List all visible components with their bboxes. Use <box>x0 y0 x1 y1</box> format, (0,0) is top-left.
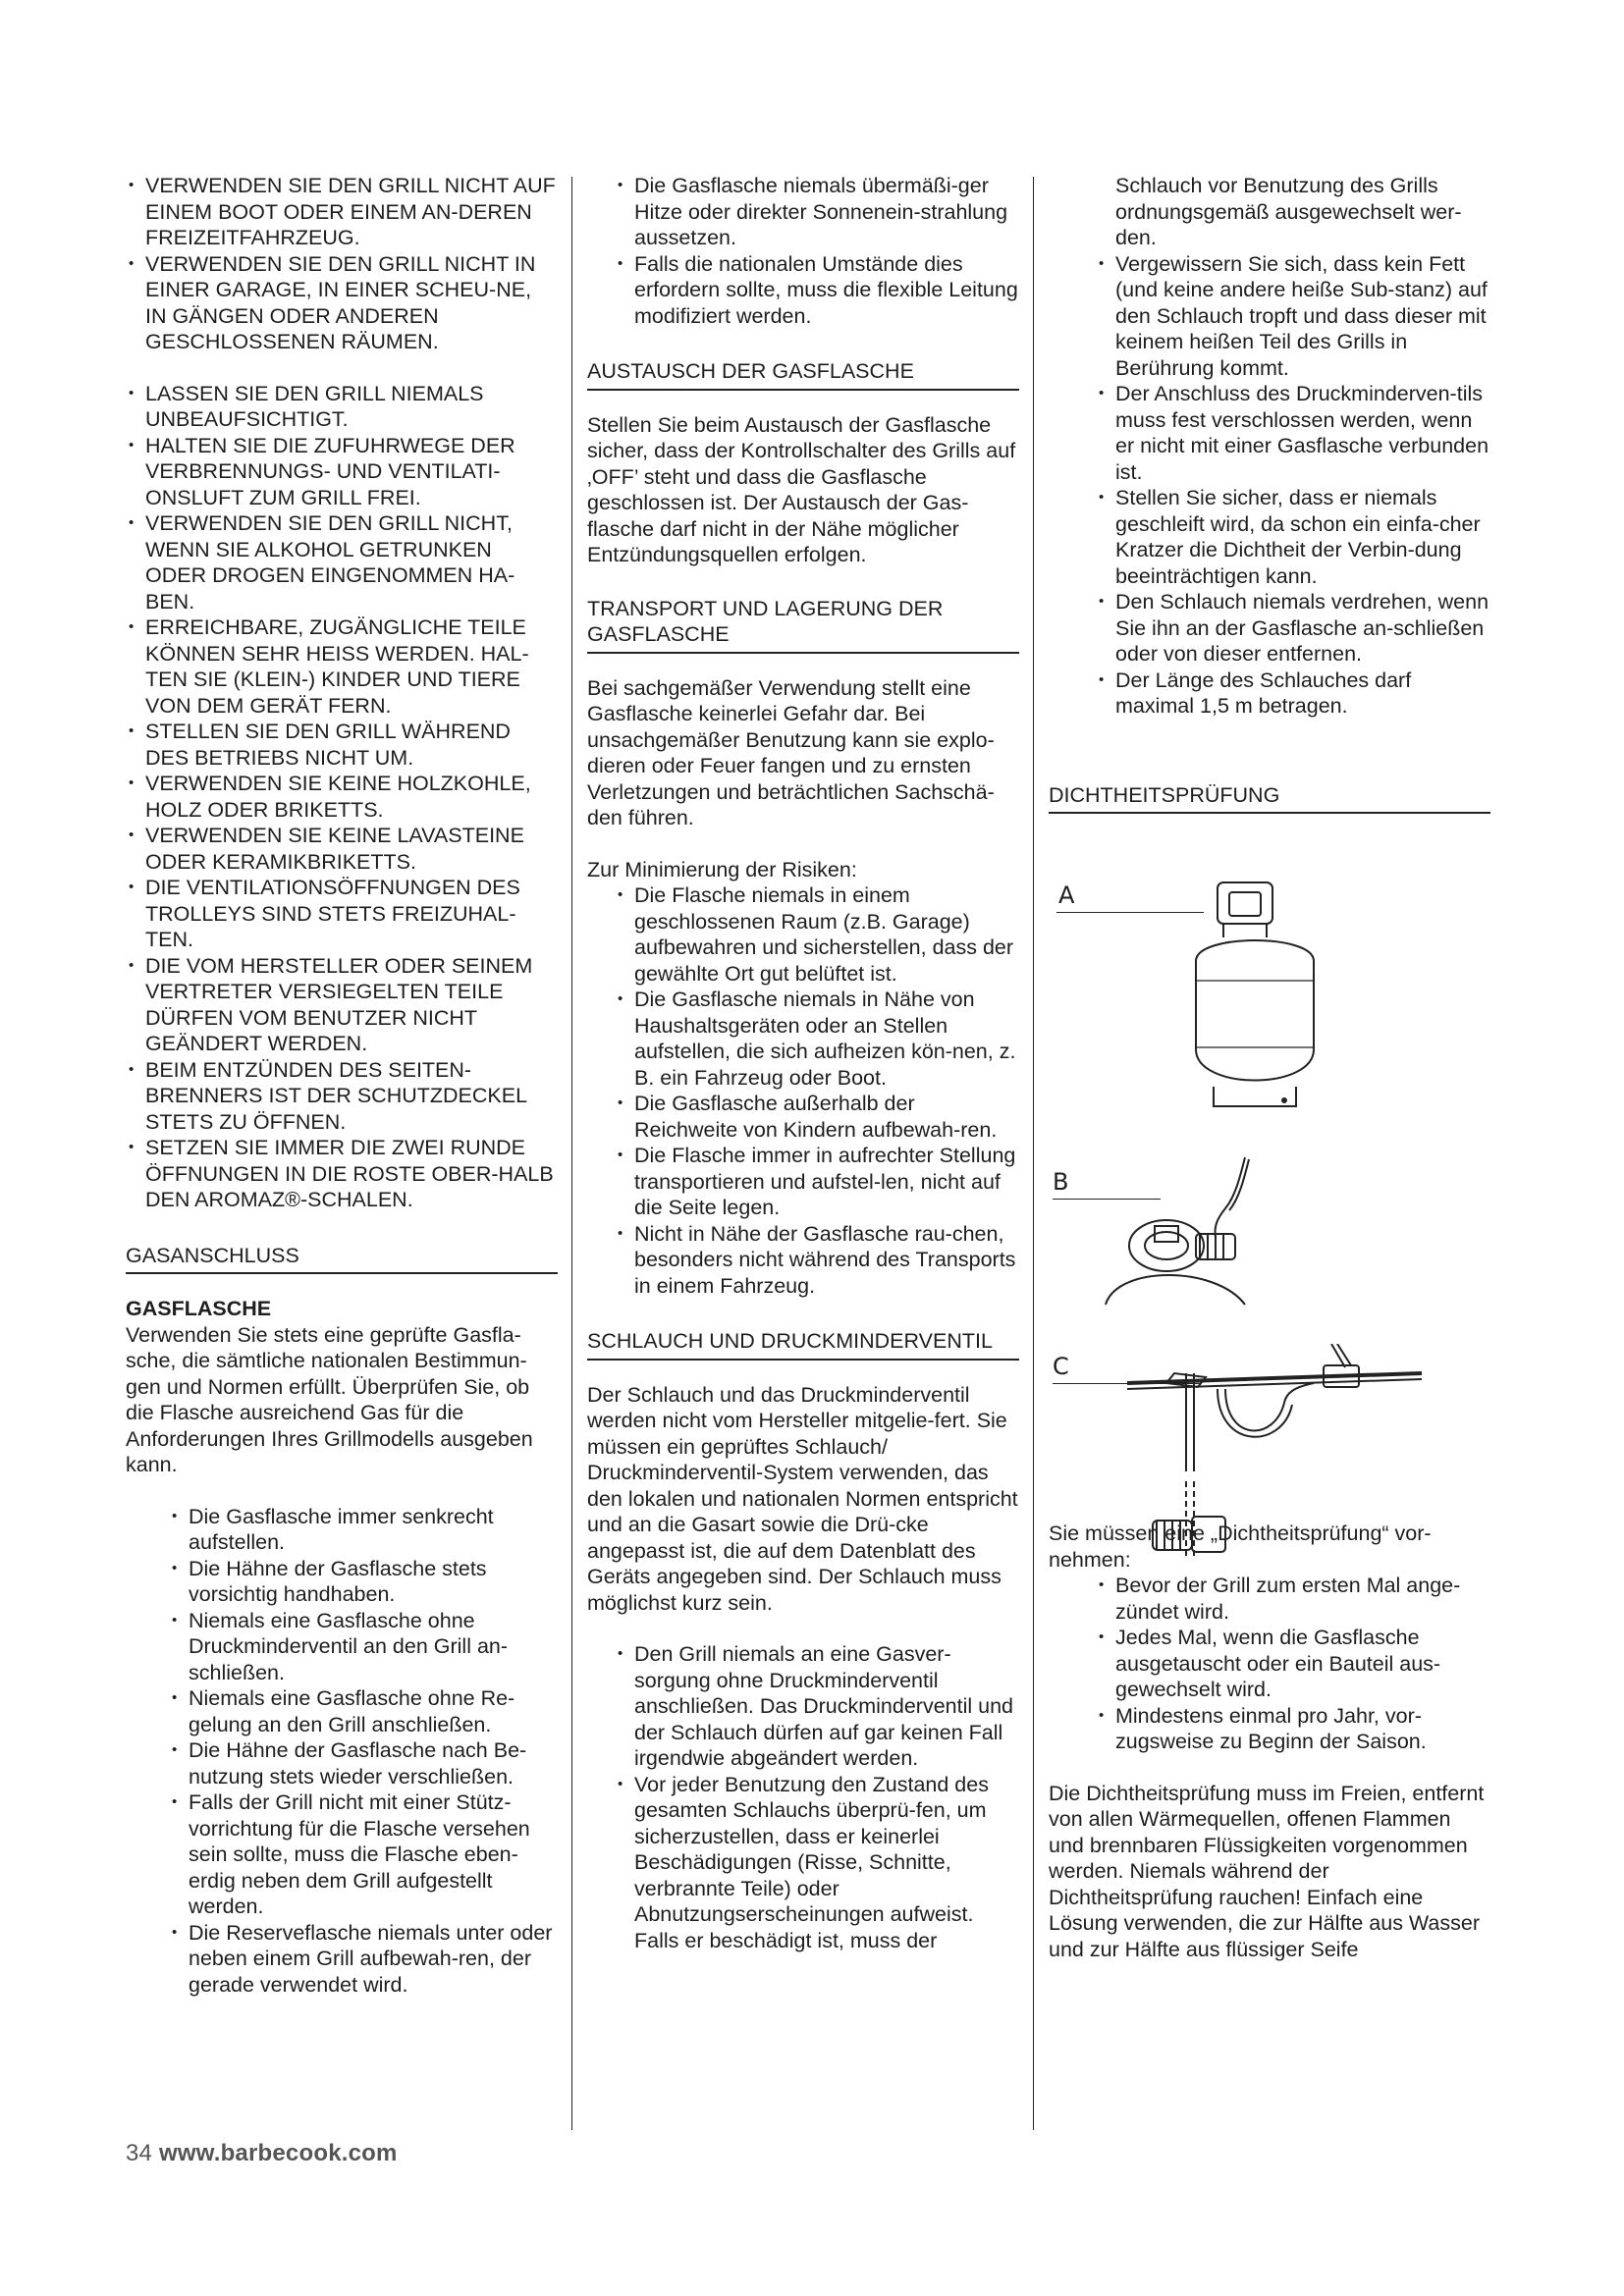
section-heading-bottle-exchange: AUSTAUSCH DER GASFLASCHE <box>587 358 1019 391</box>
list-item: • Den Schlauch niemals verdrehen, wenn Sie ihn an der Gasflasche an-schließen oder von dieser entfernen. <box>1096 589 1490 667</box>
hose-rules-list <box>615 1641 1019 1953</box>
page-number: 34 <box>126 2140 153 2166</box>
column-3 <box>1049 173 1490 1962</box>
subheading-gas-bottle: GASFLASCHE <box>126 1297 272 1320</box>
figure-label-b: B <box>1053 1168 1069 1196</box>
gas-bottle-rules-list <box>615 173 1019 329</box>
list-item: • Die Flasche immer in aufrechter Stellung transportieren und aufstel-len, nicht auf die Seite legen. <box>615 1143 1019 1221</box>
gas-bottle-illustration <box>1176 873 1333 1138</box>
list-item: • DIE VENTILATIONSÖFFNUNGEN DES TROLLEYS SIND STETS FREIZUHAL-TEN. <box>126 875 558 953</box>
list-item: • Falls der Grill nicht mit einer Stütz-vorrichtung für die Flasche versehen sein sollte, muss die Flasche eben-erdig neben dem Grill aufgestellt werden. <box>169 1789 558 1920</box>
list-item: • Vergewissern Sie sich, dass kein Fett (und keine andere heiße Sub-stanz) auf den Schlauch tropft und dass dieser mit keinem heißen Teil des Grills in Berührung kommt. <box>1096 251 1490 382</box>
figure-label-c: C <box>1053 1353 1069 1380</box>
list-item: • Nicht in Nähe der Gasflasche rau-chen, besonders nicht während des Transports in einem Fahrzeug. <box>615 1221 1019 1300</box>
page-footer <box>126 2140 398 2167</box>
list-item: • Die Reserveflasche niemals unter oder neben einem Grill aufbewah-ren, der gerade verwendet wird. <box>169 1920 558 1999</box>
list-item: • Niemals eine Gasflasche ohne Re-gelung an den Grill anschließen. <box>169 1685 558 1737</box>
list-item: • Die Flasche niemals in einem geschlossenen Raum (z.B. Garage) aufbewahren und sicherstellen, dass der gewählte Ort gut belüftet ist. <box>615 882 1019 987</box>
list-item: • Die Hähne der Gasflasche stets vorsichtig handhaben. <box>169 1556 558 1608</box>
column-divider <box>571 177 572 2130</box>
list-item: • Die Hähne der Gasflasche nach Be-nutzung stets wieder verschließen. <box>169 1737 558 1789</box>
figure-label-a: A <box>1058 881 1075 909</box>
leak-test-figure <box>1049 814 1490 1521</box>
list-item: • Die Gasflasche immer senkrecht aufstellen. <box>169 1504 558 1556</box>
safety-warnings-list <box>126 173 558 355</box>
hose-regulator-illustration <box>1127 1344 1451 1570</box>
list-item: • BEIM ENTZÜNDEN DES SEITEN-BRENNERS IST DER SCHUTZDECKEL STETS ZU ÖFFNEN. <box>126 1057 558 1136</box>
list-item: • HALTEN SIE DIE ZUFUHRWEGE DER VERBRENNUNGS- UND VENTILATI-ONSLUFT ZUM GRILL FREI. <box>126 433 558 511</box>
list-item: • VERWENDEN SIE DEN GRILL NICHT, WENN SIE ALKOHOL GETRUNKEN ODER DROGEN EINGENOMMEN HA-BEN. <box>126 510 558 614</box>
list-item: • Der Länge des Schlauches darf maximal 1,5 m betragen. <box>1096 667 1490 720</box>
list-item: • Bevor der Grill zum ersten Mal ange-zündet wird. <box>1096 1573 1490 1625</box>
list-item: • Die Gasflasche niemals übermäßi-ger Hitze oder direkter Sonnenein-strahlung aussetzen. <box>615 173 1019 251</box>
paragraph: Bei sachgemäßer Verwendung stellt eine Gasflasche keinerlei Gefahr dar. Bei unsachgemäßer Benutzung kann sie explo-dieren oder Feuer fangen und zu ernsten Verletzungen und beträchtlichen Sachschä-den führen. <box>587 675 995 829</box>
risk-rules-list <box>615 882 1019 1299</box>
section-heading-gas-connection: GASANSCHLUSS <box>126 1243 558 1275</box>
paragraph: Die Dichtheitsprüfung muss im Freien, entfernt von allen Wärmequellen, offenen Flammen und brennbaren Flüssigkeiten vorgenommen werden. Niemals während der Dichtheitsprüfung rauchen! Einfach eine Lösung verwenden, die zur Hälfte aus Wasser und zur Hälfte aus flüssiger Seife <box>1049 1781 1485 1961</box>
website-link[interactable]: www.barbecook.com <box>158 2140 398 2166</box>
list-item: • Falls die nationalen Umstände dies erfordern sollte, muss die flexible Leitung modifiziert werden. <box>615 251 1019 330</box>
paragraph: Stellen Sie beim Austausch der Gasflasche sicher, dass der Kontrollschalter des Grills auf ‚OFF’ steht und dass die Gasflasche geschlossen ist. Der Austausch der Gas-flasche darf nicht in der Nähe möglicher Entzündungsquellen erfolgen. <box>587 412 1016 566</box>
list-item: • LASSEN SIE DEN GRILL NIEMALS UNBEAUFSICHTIGT. <box>126 381 558 433</box>
list-item: • SETZEN SIE IMMER DIE ZWEI RUNDE ÖFFNUNGEN IN DIE ROSTE OBER-HALB DEN AROMAZ®-SCHALEN. <box>126 1135 558 1213</box>
column-1 <box>126 173 558 1998</box>
section-heading-hose-regulator: SCHLAUCH UND DRUCKMINDERVENTIL <box>587 1328 1019 1361</box>
paragraph: Sie müssen eine „Dichtheitsprüfung“ vor-nehmen: <box>1049 1522 1432 1572</box>
list-item: • Vor jeder Benutzung den Zustand des gesamten Schlauchs überprü-fen, um sicherzustellen, dass er keinerlei Beschädigungen (Risse, Schnitte, verbrannte Teile) oder Abnutzungserscheinungen aufweist. Falls er beschädigt ist, muss der <box>615 1772 1019 1954</box>
paragraph: Verwenden Sie stets eine geprüfte Gasfla-sche, die sämtliche nationalen Bestimmun-gen und Normen erfüllt. Überprüfen Sie, ob die Flasche ausreichend Gas für die Anforderungen Ihres Grillmodells ausgeben kann. <box>126 1322 533 1476</box>
list-item: • VERWENDEN SIE DEN GRILL NICHT AUF EINEM BOOT ODER EINEM AN-DEREN FREIZEITFAHRZEUG. <box>126 173 558 251</box>
leak-test-occasions-list <box>1096 1573 1490 1755</box>
paragraph: Zur Minimierung der Risiken: <box>587 857 857 881</box>
list-item: • DIE VOM HERSTELLER ODER SEINEM VERTRETER VERSIEGELTEN TEILE DÜRFEN VOM BENUTZER NICHT GEÄNDERT WERDEN. <box>126 953 558 1057</box>
list-item: • VERWENDEN SIE KEINE LAVASTEINE ODER KERAMIKBRIKETTS. <box>126 823 558 875</box>
paragraph: Der Schlauch und das Druckminderventil werden nicht vom Hersteller mitgelie-fert. Sie müssen ein geprüftes Schlauch/ Druckminderventil-System verwenden, das den lokalen und nationalen Normen entspricht und an die Gasart sowie die Drü-cke angepasst ist, die auf dem Datenblatt des Geräts angegeben sind. Der Schlauch muss möglichst kurz sein. <box>587 1382 1018 1615</box>
column-divider <box>1033 177 1034 2130</box>
list-item: • Der Anschluss des Druckminderven-tils muss fest verschlossen werden, wenn er nicht mit einer Gasflasche verbunden ist. <box>1096 381 1490 485</box>
list-item: • Niemals eine Gasflasche ohne Druckminderventil an den Grill an-schließen. <box>169 1608 558 1686</box>
hose-rules-list <box>1096 251 1490 720</box>
list-item: • Die Gasflasche außerhalb der Reichweite von Kindern aufbewah-ren. <box>615 1091 1019 1143</box>
list-item: • ERREICHBARE, ZUGÄNGLICHE TEILE KÖNNEN SEHR HEISS WERDEN. HAL-TEN SIE (KLEIN-) KINDER UND TIERE VON DEM GERÄT FERN. <box>126 614 558 719</box>
regulator-illustration <box>1098 1148 1284 1314</box>
gas-bottle-rules-list <box>169 1504 558 1999</box>
column-2 <box>587 173 1019 1953</box>
section-heading-leak-test: DICHTHEITSPRÜFUNG <box>1049 782 1490 815</box>
list-item: • Die Gasflasche niemals in Nähe von Haushaltsgeräten oder an Stellen aufstellen, die sich aufheizen kön-nen, z. B. ein Fahrzeug oder Boot. <box>615 987 1019 1091</box>
list-item: • STELLEN SIE DEN GRILL WÄHREND DES BETRIEBS NICHT UM. <box>126 719 558 771</box>
list-item: • VERWENDEN SIE DEN GRILL NICHT IN EINER GARAGE, IN EINER SCHEU-NE, IN GÄNGEN ODER ANDEREN GESCHLOSSENEN RÄUMEN. <box>126 251 558 355</box>
safety-warnings-list <box>126 381 558 1213</box>
list-item: • Stellen Sie sicher, dass er niemals geschleift wird, da schon ein einfa-cher Kratzer die Dichtheit der Verbin-dung beeinträchtigen kann. <box>1096 485 1490 589</box>
list-item: • Den Grill niemals an eine Gasver-sorgung ohne Druckminderventil anschließen. Das Druckminderventil und der Schlauch dürfen auf gar keinen Fall irgendwie abgeändert werden. <box>615 1641 1019 1772</box>
list-item: • VERWENDEN SIE KEINE HOLZKOHLE, HOLZ ODER BRIKETTS. <box>126 771 558 823</box>
list-item: • Mindestens einmal pro Jahr, vor-zugsweise zu Beginn der Saison. <box>1096 1703 1490 1755</box>
list-item: • Jedes Mal, wenn die Gasflasche ausgetauscht oder ein Bauteil aus-gewechselt wird. <box>1096 1625 1490 1703</box>
section-heading-transport-storage: TRANSPORT UND LAGERUNG DER GASFLASCHE <box>587 596 1019 654</box>
paragraph: Schlauch vor Benutzung des Grills ordnungsgemäß ausgewechselt wer-den. <box>1115 174 1462 249</box>
